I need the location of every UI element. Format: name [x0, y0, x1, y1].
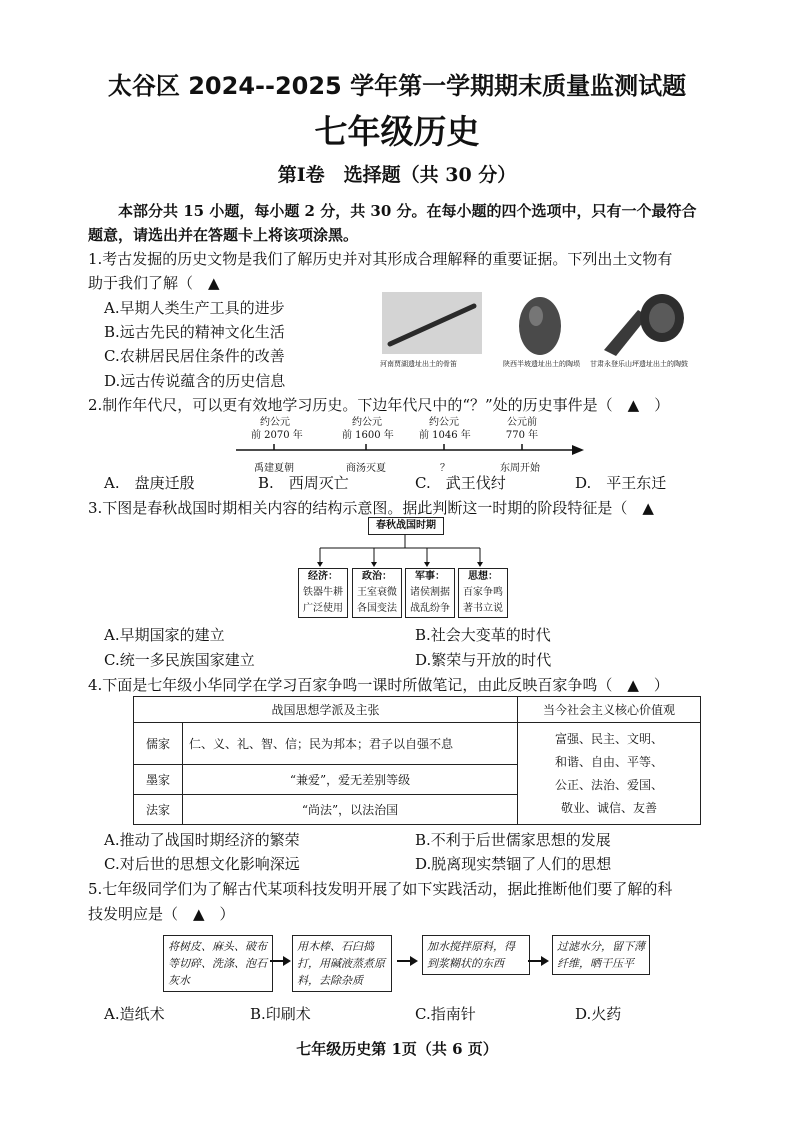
q2-stem: 2.制作年代尺，可以更有效地学习历史。下边年代尺中的“？”处的历史事件是（ ▲ ） [88, 396, 670, 414]
arrow-right-icon [528, 955, 550, 967]
timeline-date-4: 公元前 770 年 [505, 417, 539, 441]
bone-flute-icon [382, 292, 482, 354]
timeline-event-1: 禹建夏朝 [254, 463, 294, 474]
q4-school-1: 儒家 [134, 723, 183, 765]
structure-root: 春秋战国时期 [368, 517, 444, 535]
q4-option-a[interactable]: A.推动了战国时期经济的繁荣 [104, 831, 300, 849]
q1-option-c[interactable]: C.农耕居民居住条件的改善 [104, 347, 285, 365]
q3-option-a[interactable]: A.早期国家的建立 [104, 626, 225, 644]
q2-option-a[interactable]: A. 盘庚迁殷 [104, 474, 195, 492]
q4-option-d[interactable]: D.脱离现实禁锢了人们的思想 [415, 855, 612, 873]
q4-core-values: 富强、民主、文明、 和谐、自由、平等、 公正、法治、爱国、 敬业、诚信、友善 [518, 723, 701, 825]
timeline-date-3: 约公元 前 1046 年 [419, 417, 471, 441]
pottery-drum-icon [600, 290, 690, 358]
q4-view-2: “兼爱”，爱无差别等级 [183, 765, 518, 795]
timeline-event-2: 商汤灭夏 [346, 463, 386, 474]
section-title: 第Ⅰ卷 选择题（共 30 分） [277, 164, 517, 186]
structure-economy: 经济： 铁器牛耕 广泛使用 [298, 568, 348, 618]
structure-politics: 政治： 王室衰微 各国变法 [352, 568, 402, 618]
q4-option-c[interactable]: C.对后世的思想文化影响深远 [104, 855, 300, 873]
subject-title: 七年级历史 [314, 112, 480, 151]
q3-option-d[interactable]: D.繁荣与开放的时代 [415, 651, 552, 669]
structure-military: 军事： 诸侯割据 战乱纷争 [405, 568, 455, 618]
q5-stem-line-2: 技发明应是（ ▲ ） [88, 905, 235, 923]
q5-step-1: 将树皮、麻头、破布等切碎、洗涤、泡石灰水 [163, 935, 273, 992]
q1-option-b[interactable]: B.远古先民的精神文化生活 [104, 323, 285, 341]
pottery-xun-icon [510, 290, 572, 358]
arrow-right-icon [397, 955, 419, 967]
instruction-line-1: 本部分共 15 小题，每小题 2 分，共 30 分。在每小题的四个选项中，只有一个最符合 [118, 202, 697, 220]
bone-flute-photo [382, 292, 482, 354]
q4-view-1: 仁、义、礼、智、信；民为邦本；君子以自强不息 [183, 723, 518, 765]
structure-connectors [290, 534, 500, 568]
timeline-event-3: ？ [440, 463, 450, 474]
q5-stem-line-1: 5.七年级同学们为了解古代某项科技发明开展了如下实践活动，据此推断他们要了解的科 [88, 880, 673, 898]
q1-stem-line-1: 1.考古发掘的历史文物是我们了解历史并对其形成合理解释的重要证据。下列出土文物有 [88, 250, 673, 268]
q1-stem-line-2: 助于我们了解（ ▲ [88, 274, 220, 292]
q5-option-c[interactable]: C.指南针 [415, 1005, 476, 1023]
structure-thought: 思想： 百家争鸣 著书立说 [458, 568, 508, 618]
q4-head-right: 当今社会主义核心价值观 [518, 697, 701, 723]
q1-option-a[interactable]: A.早期人类生产工具的进步 [104, 299, 285, 317]
q2-option-b[interactable]: B. 西周灭亡 [258, 474, 349, 492]
q3-stem: 3.下图是春秋战国时期相关内容的结构示意图。据此判断这一时期的阶段特征是（ ▲ [88, 499, 654, 517]
q4-head-left: 战国思想学派及主张 [134, 697, 518, 723]
q4-school-2: 墨家 [134, 765, 183, 795]
timeline-date-1: 约公元 前 2070 年 [251, 417, 303, 441]
q2-option-d[interactable]: D. 平王东迁 [575, 474, 667, 492]
q5-step-2: 用木棒、石臼捣打，用碱液蒸煮原料，去除杂质 [292, 935, 392, 992]
q2-option-c[interactable]: C. 武王伐纣 [415, 474, 506, 492]
q1-option-d[interactable]: D.远古传说蕴含的历史信息 [104, 372, 286, 390]
q1-caption-2: 陕西半坡遗址出土的陶埙 [503, 360, 580, 368]
q4-option-b[interactable]: B.不利于后世儒家思想的发展 [415, 831, 611, 849]
q3-option-c[interactable]: C.统一多民族国家建立 [104, 651, 255, 669]
instruction-line-2: 题意，请选出并在答题卡上将该项涂黑。 [88, 226, 359, 244]
q4-stem: 4.下面是七年级小华同学在学习百家争鸣一课时所做笔记，由此反映百家争鸣（ ▲ ） [88, 676, 669, 694]
q5-step-3: 加水搅拌原料，得到浆糊状的东西 [422, 935, 530, 975]
q5-option-a[interactable]: A.造纸术 [104, 1005, 165, 1023]
q1-caption-1: 河南贾湖遗址出土的骨笛 [380, 360, 457, 368]
q5-step-4: 过滤水分，留下薄纤维，晒干压平 [552, 935, 650, 975]
q4-view-3: “尚法”，以法治国 [183, 795, 518, 825]
timeline-date-2: 约公元 前 1600 年 [342, 417, 394, 441]
q4-table [133, 696, 701, 825]
q1-caption-3: 甘肃永登乐山坪遗址出土的陶鼓 [590, 360, 688, 368]
timeline-axis [236, 444, 586, 456]
q3-option-b[interactable]: B.社会大变革的时代 [415, 626, 551, 644]
page-footer: 七年级历史第 1页（共 6 页） [296, 1040, 498, 1058]
exam-title: 太谷区 2024--2025 学年第一学期期末质量监测试题 [107, 72, 687, 100]
q5-option-b[interactable]: B.印刷术 [250, 1005, 311, 1023]
q4-school-3: 法家 [134, 795, 183, 825]
q5-option-d[interactable]: D.火药 [575, 1005, 622, 1023]
timeline-event-4: 东周开始 [500, 463, 540, 474]
arrow-right-icon [270, 955, 292, 967]
